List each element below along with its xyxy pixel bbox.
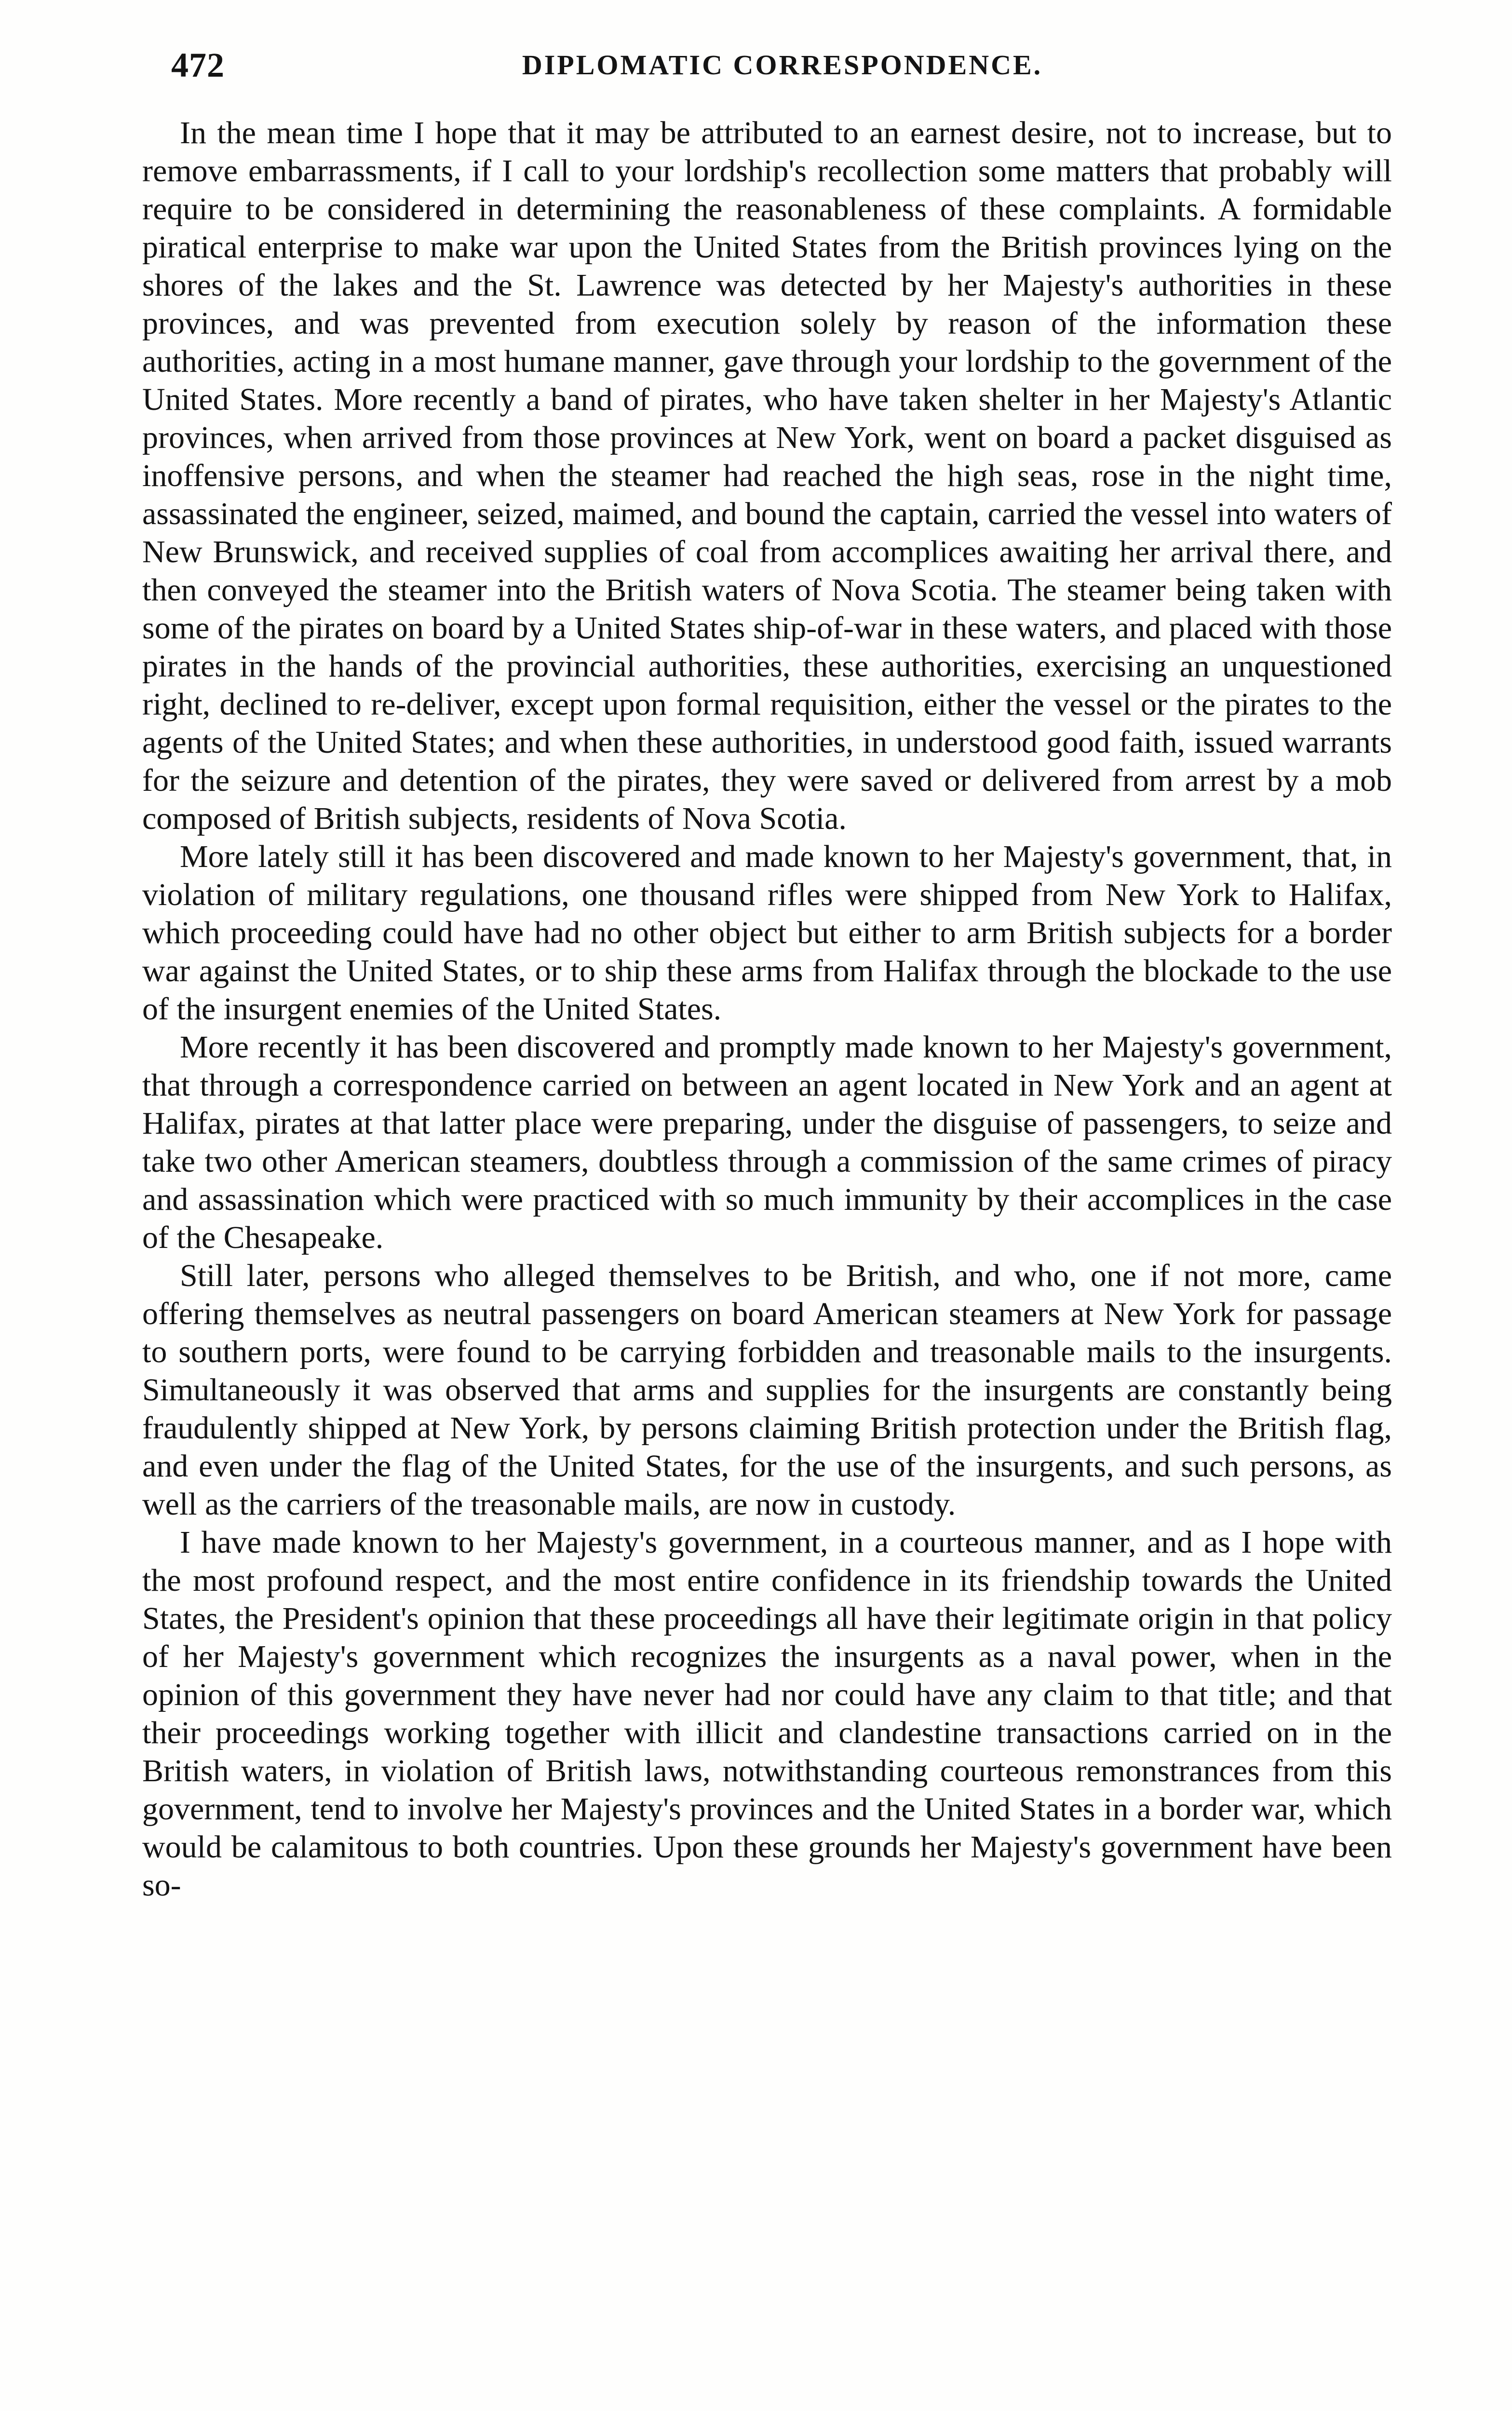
body-text [142,114,1392,1904]
running-head [171,36,1393,94]
paragraph-3: More recently it has been discovered and promptly made known to her Majesty's government, that through a correspondence carried on between an agent located in New York and an agent at Halifax, pirates at that latter place were preparing, under the disguise of passengers, to seize and take two other American steamers, doubtless through a commission of the same crimes of piracy and assassination which were practiced with so much immunity by their accomplices in the case of the Chesapeake. [142,1029,1392,1255]
running-title: DIPLOMATIC CORRESPONDENCE. [522,49,1043,81]
paragraph-5: I have made known to her Majesty's government, in a courteous manner, and as I hope with the most profound respect, and the most entire confidence in its friendship towards the United States, the President's opinion that these proceedings all have their legitimate origin in that policy of her Majesty's government which recognizes the insurgents as a naval power, when in the opinion of this government they have never had nor could have any claim to that title; and that their proceedings working together with illicit and clandestine transactions carried on in the British waters, in violation of British laws, notwithstanding courteous remonstrances from this government, tend to involve her Majesty's provinces and the United States in a border war, which would be calamitous to both countries. Upon these grounds her Majesty's government have been so- [142,1525,1392,1903]
page-number: 472 [171,46,225,84]
paragraph-1: In the mean time I hope that it may be attributed to an earnest desire, not to increase, but to remove embarrassments, if I call to your lordship's recollection some matters that probably will require to be considered in determining the reasonableness of these complaints. A formidable piratical enterprise to make war upon the United States from the British provinces lying on the shores of the lakes and the St. Lawrence was detected by her Majesty's authorities in these provinces, and was prevented from execution solely by reason of the information these authorities, acting in a most humane manner, gave through your lordship to the government of the United States. More recently a band of pirates, who have taken shelter in her Majesty's Atlantic provinces, when arrived from those provinces at New York, went on board a packet disguised as inoffensive persons, and when the steamer had reached the high seas, rose in the night time, assassinated the engineer, seized, maimed, and bound the captain, carried the vessel into waters of New Brunswick, and received supplies of coal from accomplices awaiting her arrival there, and then conveyed the steamer into the British waters of Nova Scotia. The steamer being taken with some of the pirates on board by a United States ship-of-war in these waters, and placed with those pirates in the hands of the provincial authorities, these authorities, exercising an unquestioned right, declined to re-deliver, except upon formal requisition, either the vessel or the pirates to the agents of the United States; and when these authorities, in understood good faith, issued warrants for the seizure and detention of the pirates, they were saved or delivered from arrest by a mob composed of British subjects, residents of Nova Scotia. [142,115,1392,836]
paragraph-2: More lately still it has been discovered and made known to her Majesty's government, that, in violation of military regulations, one thousand rifles were shipped from New York to Halifax, which proceeding could have had no other object but either to arm British subjects for a border war against the United States, or to ship these arms from Halifax through the blockade to the use of the insurgent enemies of the United States. [142,839,1392,1027]
paragraph-4: Still later, persons who alleged themselves to be British, and who, one if not more, came offering themselves as neutral passengers on board American steamers at New York for passage to southern ports, were found to be carrying forbidden and treasonable mails to the insurgents. Simultaneously it was observed that arms and supplies for the insurgents are constantly being fraudulently shipped at New York, by persons claiming British protection under the British flag, and even under the flag of the United States, for the use of the insurgents, and such persons, as well as the carriers of the treasonable mails, are now in custody. [142,1258,1392,1522]
